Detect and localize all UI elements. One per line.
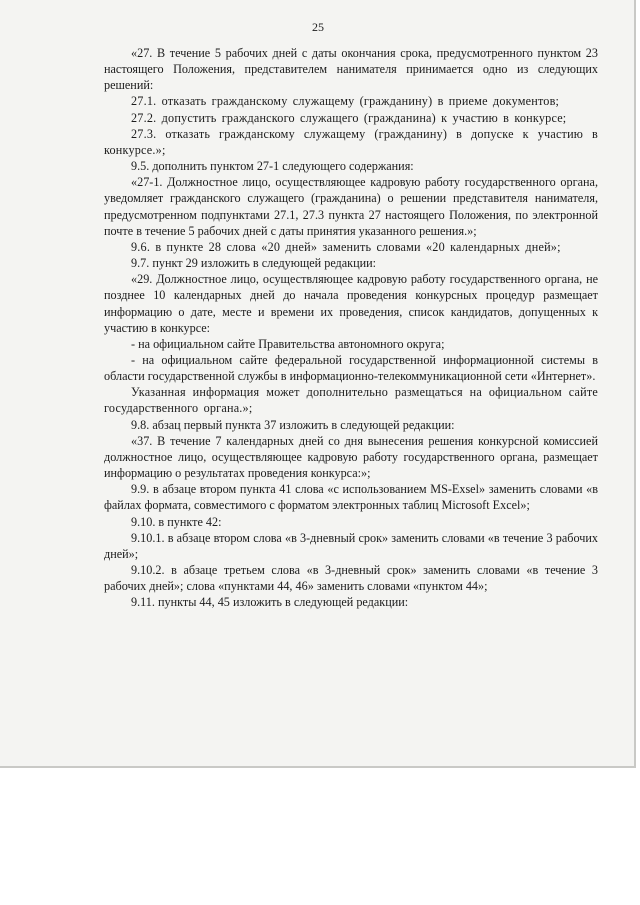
paragraph: 9.10. в пункте 42: <box>131 514 222 529</box>
document-body <box>104 45 598 610</box>
paragraph: 9.10.2. в абзаце третьем слова «в 3-дневный срок» заменить словами «в течение 3 рабочих дней»; слова «пунктами 44, 46» заменить словами «пунктом 44»; <box>104 563 598 594</box>
paragraph: 9.8. абзац первый пункта 37 изложить в следующей редакции: <box>131 417 455 432</box>
paragraph: 9.10.1. в абзаце втором слова «в 3-дневный срок» заменить словами «в течение 3 рабочих дней»; <box>104 530 598 561</box>
paragraph: 9.5. дополнить пунктом 27-1 следующего содержания: <box>131 159 414 174</box>
paragraph: - на официальном сайте федеральной государственной информационной системы в области государственной службы в информационно-телекоммуникационной сети «Интернет». <box>104 352 598 384</box>
paragraph: - на официальном сайте Правительства автономного округа; <box>131 336 445 351</box>
paragraph: 9.7. пункт 29 изложить в следующей редакции: <box>131 256 377 271</box>
paragraph: 9.9. в абзаце втором пункта 41 слова «с использованием MS-Exsel» заменить словами «в файлах формата, совместимого с форматом электронных таблиц Microsoft Excel»; <box>104 482 598 513</box>
paragraph: Указанная информация может дополнительно размещаться на официальном сайте государственного органа.»; <box>104 385 598 416</box>
paragraph: 27.3. отказать гражданскому служащему (гражданину) в допуске к участию в конкурсе.»; <box>104 126 598 157</box>
paragraph: 9.6. в пункте 28 слова «20 дней» заменить словами «20 календарных дней»; <box>131 239 561 254</box>
paragraph: «29. Должностное лицо, осуществляющее кадровую работу государственного органа, не позднее 10 календарных дней до начала проведения конкурсных процедур размещает информацию о дате, месте и времени их проведения, список кандидатов, допущенных к участию в конкурсе: <box>104 272 598 335</box>
paragraph: 27.1. отказать гражданскому служащему (гражданину) в приеме документов; <box>131 94 560 109</box>
paragraph: «27-1. Должностное лицо, осуществляющее кадровую работу государственного органа, уведомляет гражданского служащего (гражданина) о решении представителя нанимателя, предусмотренном подпунктами 27.1, 27.3 пункта 27 настоящего Положения, по электронной почте в течение 5 рабочих дней с даты принятия указанного решения.»; <box>104 175 598 238</box>
paragraph: 9.11. пункты 44, 45 изложить в следующей редакции: <box>131 595 409 610</box>
paragraph: «37. В течение 7 календарных дней со дня вынесения решения конкурсной комиссией должностное лицо, осуществляющее кадровую работу государственного органа, размещает информацию о результатах проведения конкурса:»; <box>104 433 598 481</box>
paragraph: «27. В течение 5 рабочих дней с даты окончания срока, предусмотренного пунктом 23 настоящего Положения, представителем нанимателя принимается одно из следующих решений: <box>104 46 598 93</box>
paragraph: 27.2. допустить гражданского служащего (гражданина) к участию в конкурсе; <box>131 110 567 125</box>
page-number: 25 <box>312 20 324 34</box>
